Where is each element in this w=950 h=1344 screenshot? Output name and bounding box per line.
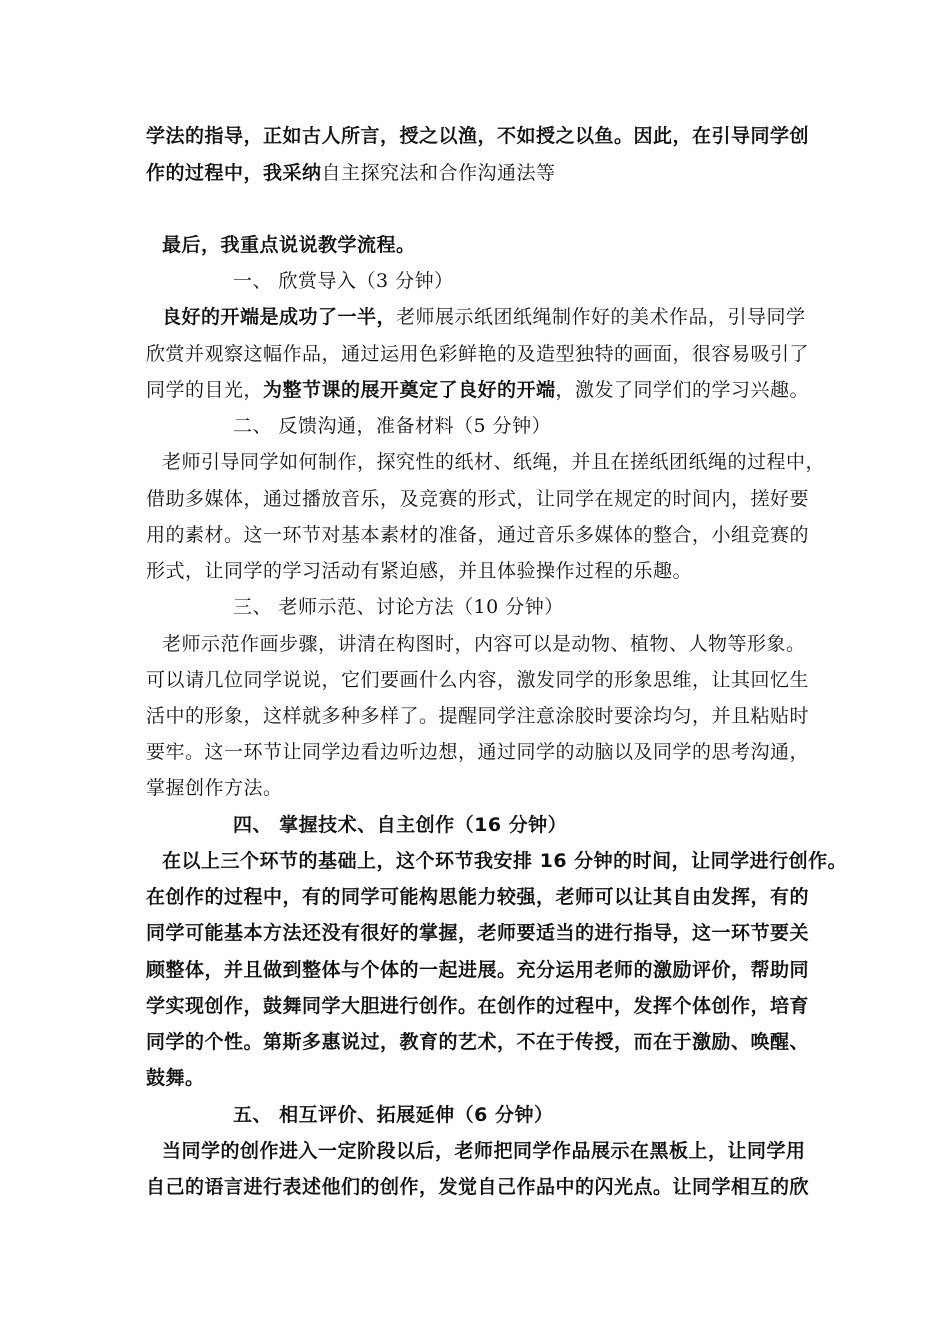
s5-line-2: 自己的语言进行表述他们的创作，发觉自己作品中的闪光点。让同学相互的欣 — [146, 1176, 810, 1198]
s2-line-1: 老师引导同学如何制作，探究性的纸材、纸绳，并且在搓纸团纸绳的过程中， — [162, 451, 826, 473]
s1-line-1-normal: 老师展示纸团纸绳制作好的美术作品，引导同学 — [396, 306, 806, 328]
s1-line-1 — [162, 305, 806, 329]
s1-line-1-bold: 良好的开端是成功了一半， — [162, 306, 397, 328]
section-2-heading: 二、 反馈沟通，准备材料（5 分钟） — [233, 415, 552, 437]
s3-line-5: 掌握创作方法。 — [146, 777, 283, 799]
s4-line-5: 学实现创作，鼓舞同学大胆进行创作。在创作的过程中，发挥个体创作，培育 — [146, 995, 810, 1017]
p0-line-2 — [146, 161, 556, 185]
section-5-heading: 五、 相互评价、拓展延伸（6 分钟） — [233, 1104, 554, 1126]
s3-line-4: 要牢。这一环节让同学边看边听边想，通过同学的动脑以及同学的思考沟通， — [146, 741, 810, 763]
s1-line-3 — [146, 378, 809, 402]
s4-line-1: 在以上三个环节的基础上，这个环节我安排 16 分钟的时间，让同学进行创作。 — [162, 850, 848, 872]
p0-line-2-normal: 自主探究法和合作沟通法等 — [321, 162, 556, 184]
s4-line-2: 在创作的过程中，有的同学可能构思能力较强，老师可以让其自由发挥，有的 — [146, 886, 810, 908]
s1-line-2: 欣赏并观察这幅作品，通过运用色彩鲜艳的及造型独特的画面，很容易吸引了 — [146, 343, 810, 365]
s1-line-3-bold: 为整节课的展开奠定了良好的开端 — [263, 379, 556, 401]
flow-intro: 最后，我重点说说教学流程。 — [162, 234, 416, 256]
section-3-heading: 三、 老师示范、讨论方法（10 分钟） — [233, 596, 564, 618]
p0-line-2-bold: 作的过程中，我采纳 — [146, 162, 322, 184]
s3-line-1: 老师示范作画步骤，讲清在构图时，内容可以是动物、植物、人物等形象。 — [162, 633, 806, 655]
p0-line-1: 学法的指导，正如古人所言，授之以渔，不如授之以鱼。因此，在引导同学创 — [146, 125, 810, 147]
s4-line-3: 同学可能基本方法还没有很好的掌握，老师要适当的进行指导，这一环节要关 — [146, 922, 810, 944]
section-1-heading: 一、 欣赏导入（3 分钟） — [233, 270, 454, 292]
s3-line-3: 活中的形象，这样就多种多样了。提醒同学注意涂胶时要涂均匀，并且粘贴时 — [146, 705, 810, 727]
section-4-heading: 四、 掌握技术、自主创作（16 分钟） — [233, 814, 568, 836]
s5-line-1: 当同学的创作进入一定阶段以后，老师把同学作品展示在黑板上，让同学用 — [162, 1140, 806, 1162]
s4-line-4: 顾整体，并且做到整体与个体的一起进展。充分运用老师的激励评价，帮助同 — [146, 959, 810, 981]
s1-line-3-c: ，激发了同学们的学习兴趣。 — [555, 379, 810, 401]
s2-line-4: 形式，让同学的学习活动有紧迫感，并且体验操作过程的乐趣。 — [146, 560, 693, 582]
s4-line-6: 同学的个性。第斯多惠说过，教育的艺术，不在于传授，而在于激励、唤醒、 — [146, 1031, 810, 1053]
s2-line-2: 借助多媒体，通过播放音乐，及竞赛的形式，让同学在规定的时间内，搓好要 — [146, 488, 810, 510]
s3-line-2: 可以请几位同学说说，它们要画什么内容，激发同学的形象思维，让其回忆生 — [146, 669, 810, 691]
s4-line-7: 鼓舞。 — [146, 1067, 205, 1089]
s2-line-3: 用的素材。这一环节对基本素材的准备，通过音乐多媒体的整合，小组竞赛的 — [146, 524, 810, 546]
s1-line-3-a: 同学的目光， — [146, 379, 264, 401]
